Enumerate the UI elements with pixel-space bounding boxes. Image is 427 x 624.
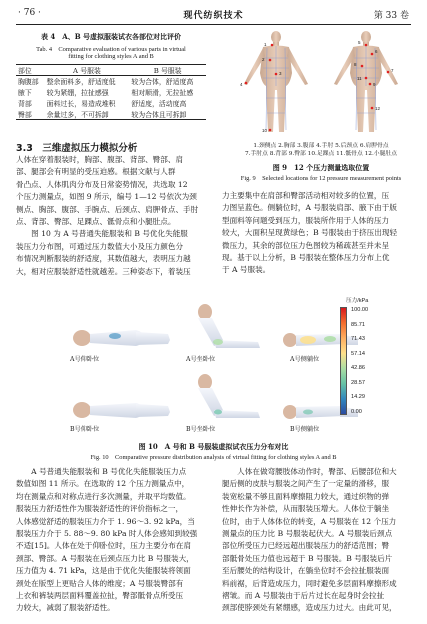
svg-text:4: 4	[240, 82, 243, 87]
table-cell: 余量过多，不可拆卸	[46, 110, 109, 119]
figure10-caption-en: Fig. 10 Comparative pressure distribution analysis of virtual fitting for clothing styles A and B	[90, 454, 337, 461]
text-line: 褶皱。而 A 号服装由于后片过长在起身时会拉扯	[222, 591, 385, 601]
table-cell: 胸腹部	[18, 78, 39, 87]
text-line: 性伸长作为补偿，从而服装压增大。人体位于躺坐	[222, 504, 390, 514]
table-cell: 面料过长，易造成堆积	[46, 100, 116, 108]
text-line: 服装压力介于 5. 88～9. 80 kPa 时人体会感知到较强	[16, 529, 198, 539]
svg-text:11: 11	[357, 76, 362, 81]
label-b-reclined: B号坐卧位	[186, 426, 216, 433]
svg-text:6: 6	[375, 49, 378, 54]
colorbar-tick: 100.00	[351, 307, 369, 313]
text-line: 图 10 为 A 号普通失能服装和 B 号优化失能服	[16, 229, 188, 239]
text-line: 人体感觉舒适的服装压力介于 1. 96～3. 92 kPa，当	[16, 516, 195, 526]
table-cell: 臀部	[18, 110, 32, 119]
text-line: 力较大，减弱了服装舒适性。	[16, 603, 115, 613]
table-header-cell: B 号服装	[153, 67, 182, 75]
table4-caption-en-1: Tab. 4 Comparative evaluation of various parts in virtual	[36, 46, 186, 53]
bottom-right-paragraph	[222, 466, 418, 615]
text-line: 服装压力舒适性作为服装舒适性的评价指标之一，	[16, 504, 184, 514]
text-line: 人体在穿着服装时，胸部、腹部、背部、臀部、肩	[16, 155, 184, 164]
text-line: 较大，大面积呈现黄绿色；B 号服装由于挤压出现轻	[222, 228, 398, 238]
text-line: 料前裾，后背造成压力，同时避免多层面料摩擦形成	[222, 578, 397, 588]
a-supine-figure	[73, 330, 170, 346]
label-a-reclined: A号坐卧位	[186, 356, 216, 363]
table-cell: 舒适度，活动度高	[131, 100, 187, 108]
table-cell: 整余面料多，舒适度低	[46, 78, 116, 87]
colorbar-tick: 57.14	[351, 350, 365, 357]
text-line: 力图呈蓝色。侧躺位时，A 号服装肩部、腋下由于版	[222, 203, 397, 213]
colorbar-ticks	[351, 307, 368, 415]
volume-label: 第 33 卷	[373, 11, 409, 21]
text-line: 型面料等问题受到压力，服装所作用于人体的压力	[222, 215, 390, 225]
text-line: 颈部、臀部。A 号服装在后颈点压力比 B 号服装大，	[16, 553, 194, 563]
text-line: 不适[15]。人体在处于仰卧位时，压力主要分布在肩	[16, 541, 192, 551]
table-row	[16, 76, 206, 87]
svg-text:12: 12	[375, 106, 381, 111]
colorbar-title: 压力/kPa	[346, 298, 369, 304]
text-line: A 号普通失能服装和 B 号优化失能服装压力点	[16, 467, 187, 476]
table-row	[16, 109, 206, 120]
text-line: 上衣和裤装两层面料覆盖拉扯，臀部骶骨点所受压	[16, 591, 184, 601]
colorbar-tick: 85.71	[351, 321, 365, 328]
table-row	[16, 87, 206, 98]
table-cell: 较为合体，舒适度高	[131, 78, 194, 87]
page-number: · 76 ·	[18, 8, 41, 18]
pressure-distribution-illustration	[40, 290, 370, 440]
text-line: 个压力测量点，如图 9 所示，编号 1—12 号依次为颈	[16, 192, 197, 202]
label-a-side: A号侧躺位	[290, 356, 320, 363]
table-cell: 腋下	[18, 89, 32, 97]
text-line: 均在测量点和对称点进行多次测量，并取平均数值。	[16, 491, 191, 501]
text-line: 颈处在版型上更贴合人体的维度；A 号服装臀部有	[16, 578, 184, 588]
text-line: 装宽松量不够且面料摩擦阻力较大，通过织物的弹	[222, 491, 390, 501]
back-body-figure	[334, 31, 398, 132]
table-cell: 较为合体且可拆卸	[131, 110, 187, 119]
figure9-legend-line2: 7.手肘点 8.背部 9.臀部 10.足踝点 11.骶骨点 12.小腿肚点	[244, 151, 397, 157]
figure9-legend-line1: 1.颈侧点 2.胸部 3.腹部 4.手肘 5.后颈点 6.肩胛骨点	[253, 143, 389, 149]
text-line: 部骶骨处压力值也远超于 B 号服装。B 号服装后片	[222, 553, 393, 563]
figure9-image	[226, 28, 416, 140]
colorbar-tick: 42.86	[351, 365, 365, 372]
text-line: 力主要集中在肩部和臀部活动相对较多的位置，压	[222, 191, 390, 200]
table-header-cell: 部位	[18, 67, 32, 75]
colorbar-tick: 14.29	[351, 394, 365, 401]
text-line: 腿后侧的皮肤与服装之间产生了一定量的滑移，服	[222, 479, 390, 489]
label-b-supine: B号仰卧位	[70, 426, 100, 433]
text-line: 人体在做弯腰肢体动作时，臀部、后腰部位和大	[222, 467, 397, 476]
text-line: 数值如图 11 所示。在选取的 12 个压力测量点中，	[16, 479, 190, 489]
figure9-legend	[224, 142, 418, 158]
text-line: 颈部使脖颈处有紧绷感，造成压力过大。由此可见，	[222, 603, 397, 613]
colorbar-tick: 0.00	[351, 408, 362, 415]
svg-text:2: 2	[262, 57, 265, 62]
front-body-figure	[240, 31, 308, 133]
svg-text:1: 1	[264, 42, 267, 47]
b-reclined-figure	[198, 374, 260, 418]
svg-text:9: 9	[373, 82, 376, 87]
text-line: 测量点的压力比 B 号服装起伏大。A 号服装后颈点	[222, 529, 393, 539]
text-line: 至后腰处的结构设计，在躺坐位时不会拉扯服装面	[222, 566, 390, 576]
text-line: 压力值为 4. 71 kPa，这是由于优化失能服装将领面	[16, 566, 191, 576]
table4-caption-en-2: fitting for clothing styles A and B	[68, 53, 154, 60]
b-supine-figure	[73, 402, 170, 418]
colorbar-tick: 71.43	[351, 336, 365, 343]
a-reclined-figure	[198, 304, 260, 348]
text-line: 微压力，其余的部位压力色图较为稀疏甚至并未呈	[222, 240, 390, 250]
table-row	[16, 98, 206, 109]
svg-text:8: 8	[354, 62, 357, 67]
text-line: 布情况判断服装的舒适度，其数值越大，表明压力越	[16, 254, 191, 264]
section-left-paragraph	[16, 154, 214, 278]
table-header-cell: A 号服装	[73, 67, 101, 75]
pressure-colorbar	[340, 296, 410, 415]
label-a-supine: A号仰卧位	[70, 356, 100, 363]
text-line: 位时，由于人体体位的转变，A 号服装在 12 个压力	[222, 516, 397, 526]
text-line: 现。基于以上分析，B 号服装在整体压力分布上优	[222, 253, 390, 263]
table4-block	[16, 32, 206, 120]
colorbar-gradient	[340, 307, 347, 415]
text-line: 侧点、胸部、腹部、手腕点、后颈点、肩胛骨点、手肘	[16, 204, 199, 214]
figure10-panels	[40, 290, 370, 440]
section-heading: 3.3 三维虚拟压力模拟分析	[16, 143, 138, 154]
colorbar-tick: 28.57	[351, 379, 365, 386]
svg-text:7: 7	[391, 68, 394, 73]
section-right-paragraph	[222, 190, 418, 277]
label-b-side: B号侧躺位	[290, 426, 320, 433]
figure9-caption-cn: 图 9 12 个压力测量选取位置	[272, 163, 370, 172]
figure9-caption-en: Fig. 9 Selected locations for 12 pressure measurement points	[240, 175, 402, 182]
bottom-left-paragraph	[16, 466, 214, 615]
text-line: 骨凸点、人体肌肉分布及日常姿势情况，共选取 12	[16, 179, 188, 189]
table-cell: 背部	[18, 100, 32, 108]
text-line: 点、背部、臀部、足踝点、骶骨点和小腿肚点。	[16, 217, 176, 227]
svg-text:5: 5	[358, 40, 361, 45]
figure10-caption-cn: 图 10 A 号和 B 号服装虚拟试衣压力分布对比	[138, 442, 289, 451]
text-line: 大，相对应服装舒适性就越差。三种姿态下，着装压	[16, 266, 191, 276]
table-header-row	[16, 65, 206, 76]
text-line: 装压力分布图，可通过压力数值大小及压力颜色分	[16, 241, 184, 251]
svg-text:3: 3	[279, 71, 282, 76]
header-rule	[16, 24, 411, 25]
table-cell: 相对顺滑，无拉扯感	[131, 89, 194, 97]
text-line: 部位所受压力已经远超出服装压力的舒适范围；臀	[222, 541, 390, 551]
journal-title: 现代纺织技术	[183, 11, 244, 21]
text-line: 部、腿部会有明显的受压迫感。根据文献与人群	[16, 167, 176, 177]
table-cell: 较为紧绷，拉扯感强	[46, 89, 109, 97]
table4-caption-cn: 表 4 A、B 号虚拟服装试衣各部位对比评价	[40, 32, 182, 41]
body-measurement-illustration	[226, 28, 416, 140]
svg-text:10: 10	[262, 128, 268, 133]
text-line: 于 A 号服装。	[222, 265, 271, 275]
evaluation-table	[16, 64, 206, 120]
